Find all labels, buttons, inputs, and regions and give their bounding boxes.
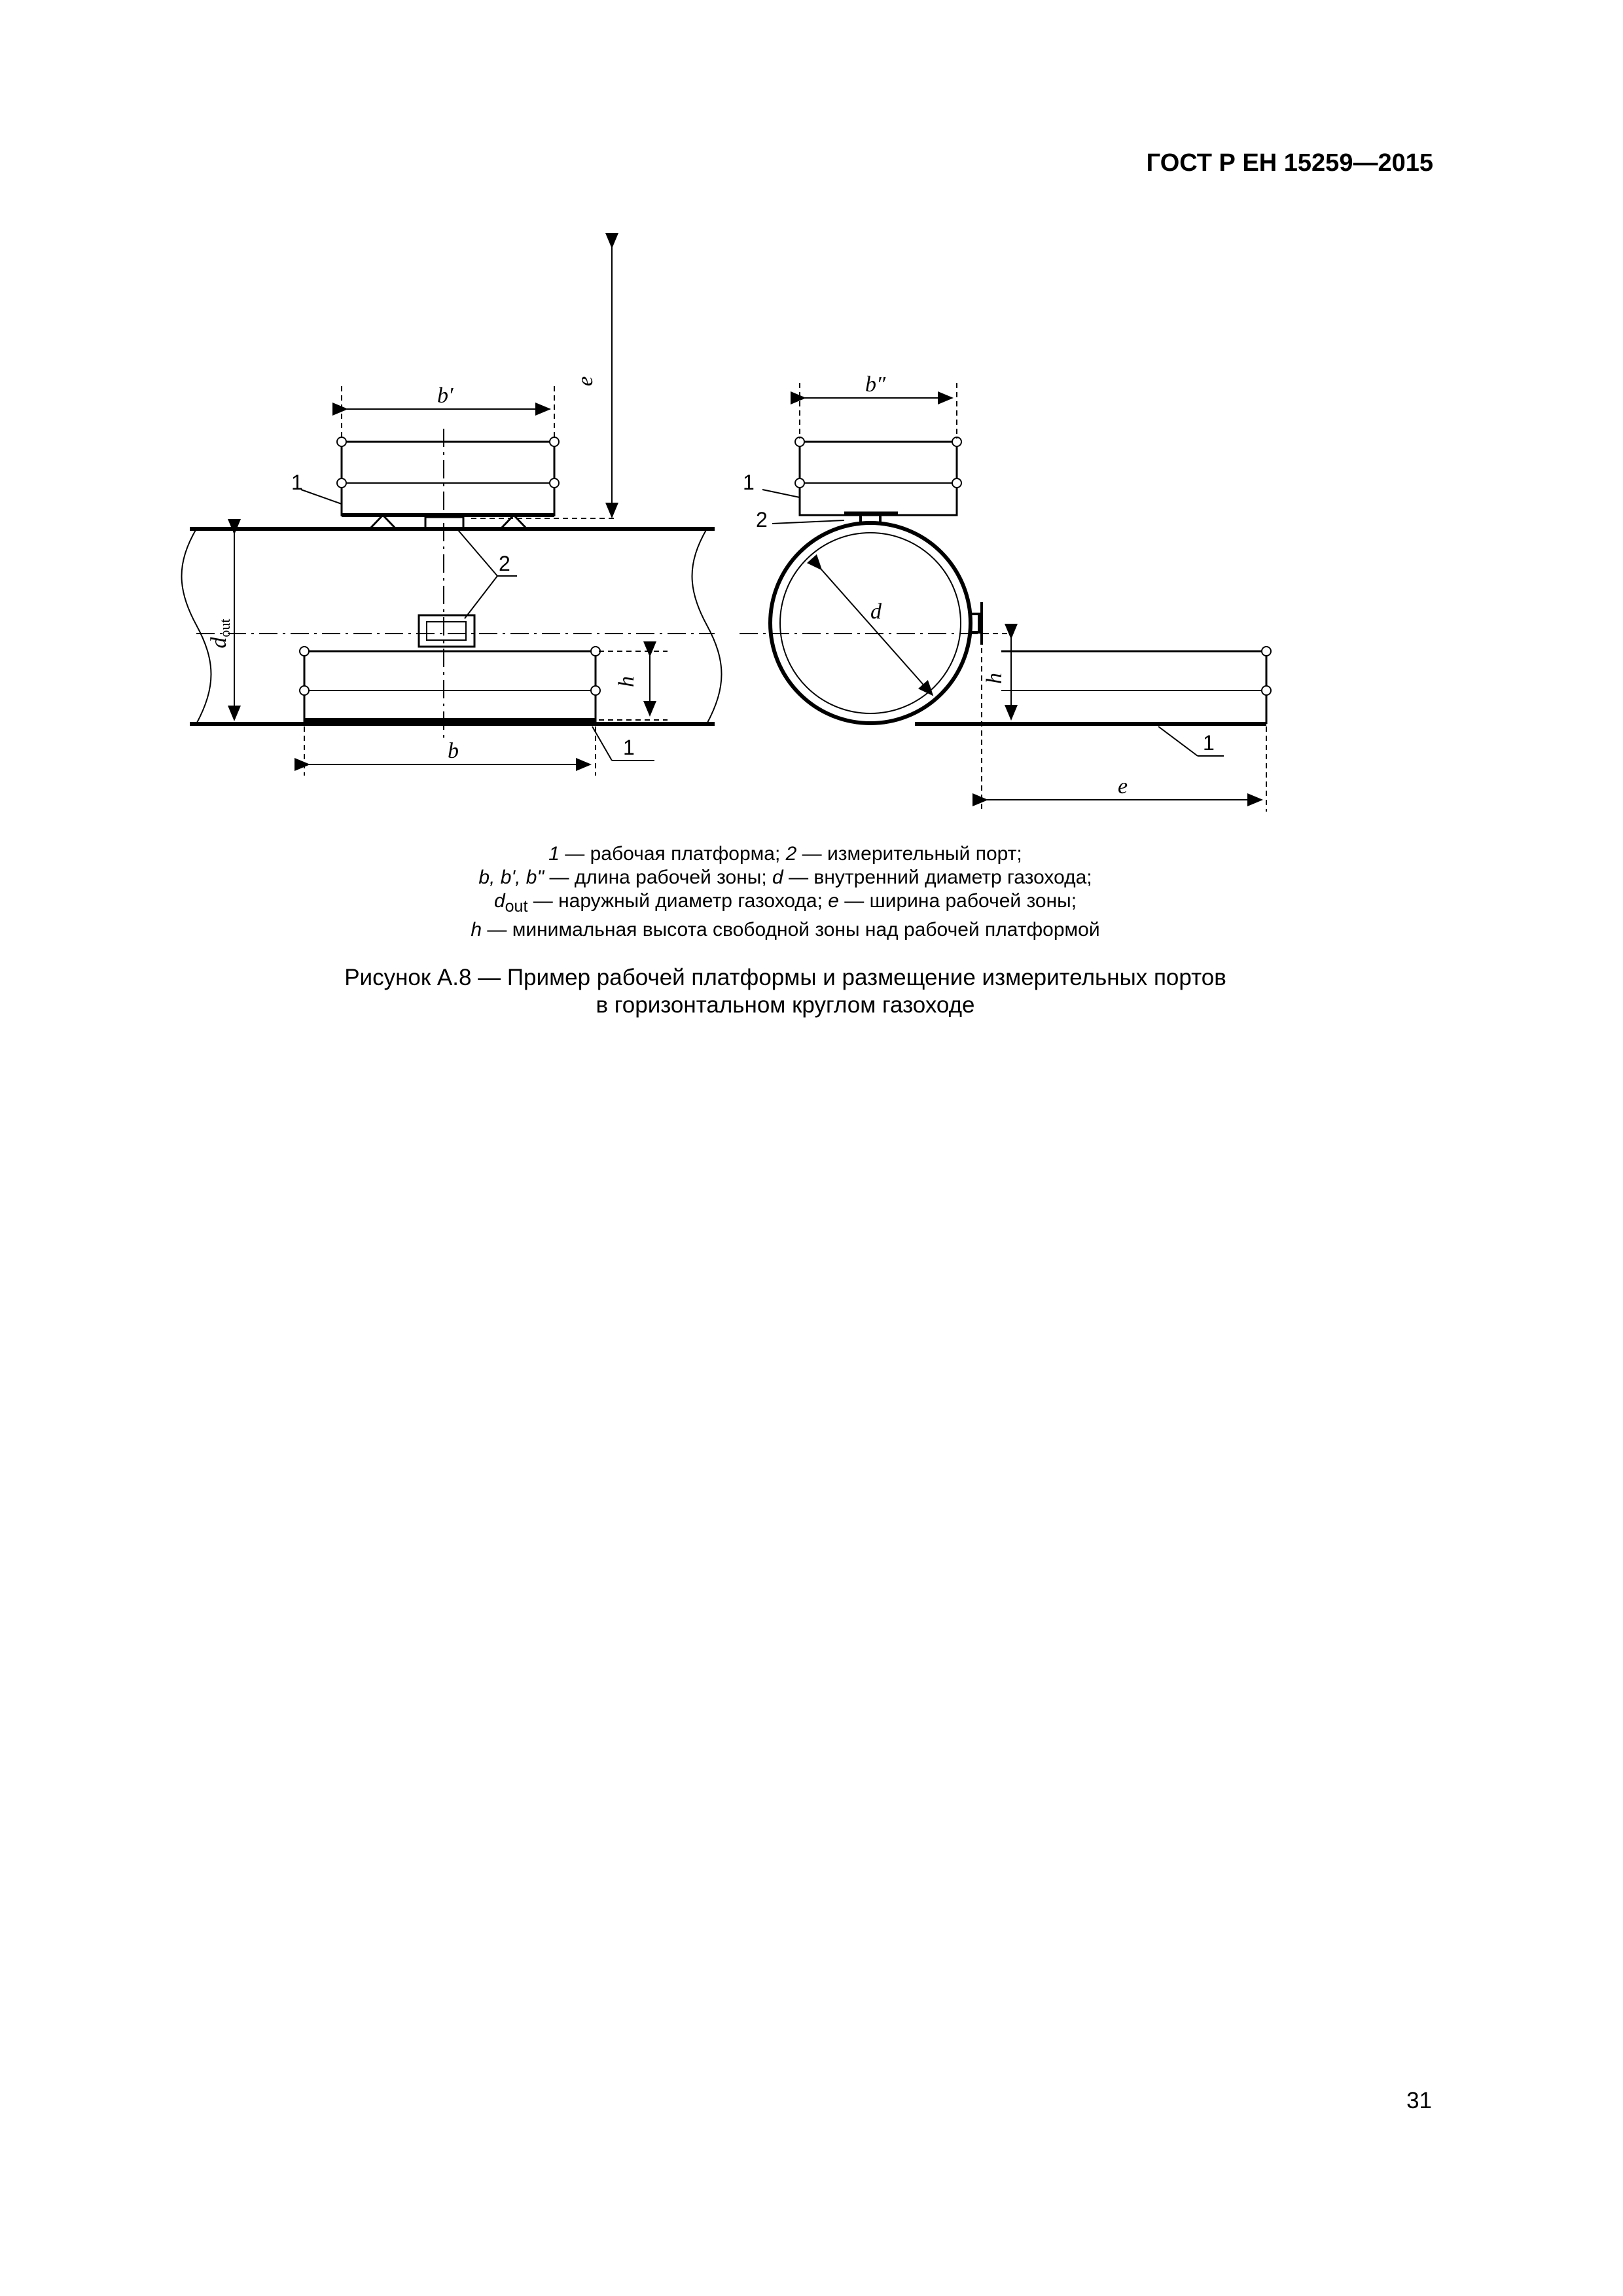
caption-line-2: в горизонтальном круглом газоходе — [596, 992, 975, 1018]
label-platform-section: 1 — [743, 471, 755, 494]
port-window — [419, 615, 474, 647]
label-port-section: 2 — [756, 508, 768, 531]
dim-b-prime: b′ — [437, 384, 454, 408]
label-port-left: 2 — [499, 552, 510, 575]
page-number: 31 — [1406, 2088, 1432, 2113]
label-platform-upper: 1 — [291, 471, 303, 494]
lower-platform — [300, 647, 600, 724]
legend-line-4: h — минимальная высота свободной зоны над рабочей платформой — [471, 919, 1100, 941]
upper-platform — [337, 437, 559, 529]
section-platform-top — [795, 437, 961, 515]
dim-b: b — [448, 739, 459, 763]
legend-line-1: 1 — рабочая платформа; 2 — измерительный порт; — [548, 843, 1022, 865]
label-platform-lower: 1 — [623, 736, 635, 759]
document-header: ГОСТ Р ЕН 15259—2015 — [1146, 149, 1433, 177]
section-platform-side — [915, 647, 1271, 724]
dim-e-horizontal: e — [1118, 774, 1128, 798]
dim-b-double: b″ — [865, 372, 886, 397]
dim-d-out: dout — [207, 619, 233, 649]
dim-h-right: h — [982, 673, 1007, 684]
caption-line-1: Рисунок А.8 — Пример рабочей платформы и размещение измерительных портов — [344, 965, 1226, 990]
figure-drawing — [0, 0, 1623, 825]
figure-legend — [196, 842, 1374, 942]
dim-e-vertical: e — [573, 376, 597, 386]
legend-line-2: b, b', b" — длина рабочей зоны; d — внутренний диаметр газохода; — [478, 867, 1092, 888]
label-platform-side: 1 — [1203, 731, 1215, 755]
dim-d: d — [870, 600, 882, 624]
figure-caption — [196, 964, 1374, 1019]
duct-side-view — [182, 429, 722, 740]
dim-h-left: h — [615, 676, 639, 687]
legend-line-3: $d_{out}$ — наружный диаметр газохода; e — ширина рабочей зоны; — [493, 890, 1077, 916]
